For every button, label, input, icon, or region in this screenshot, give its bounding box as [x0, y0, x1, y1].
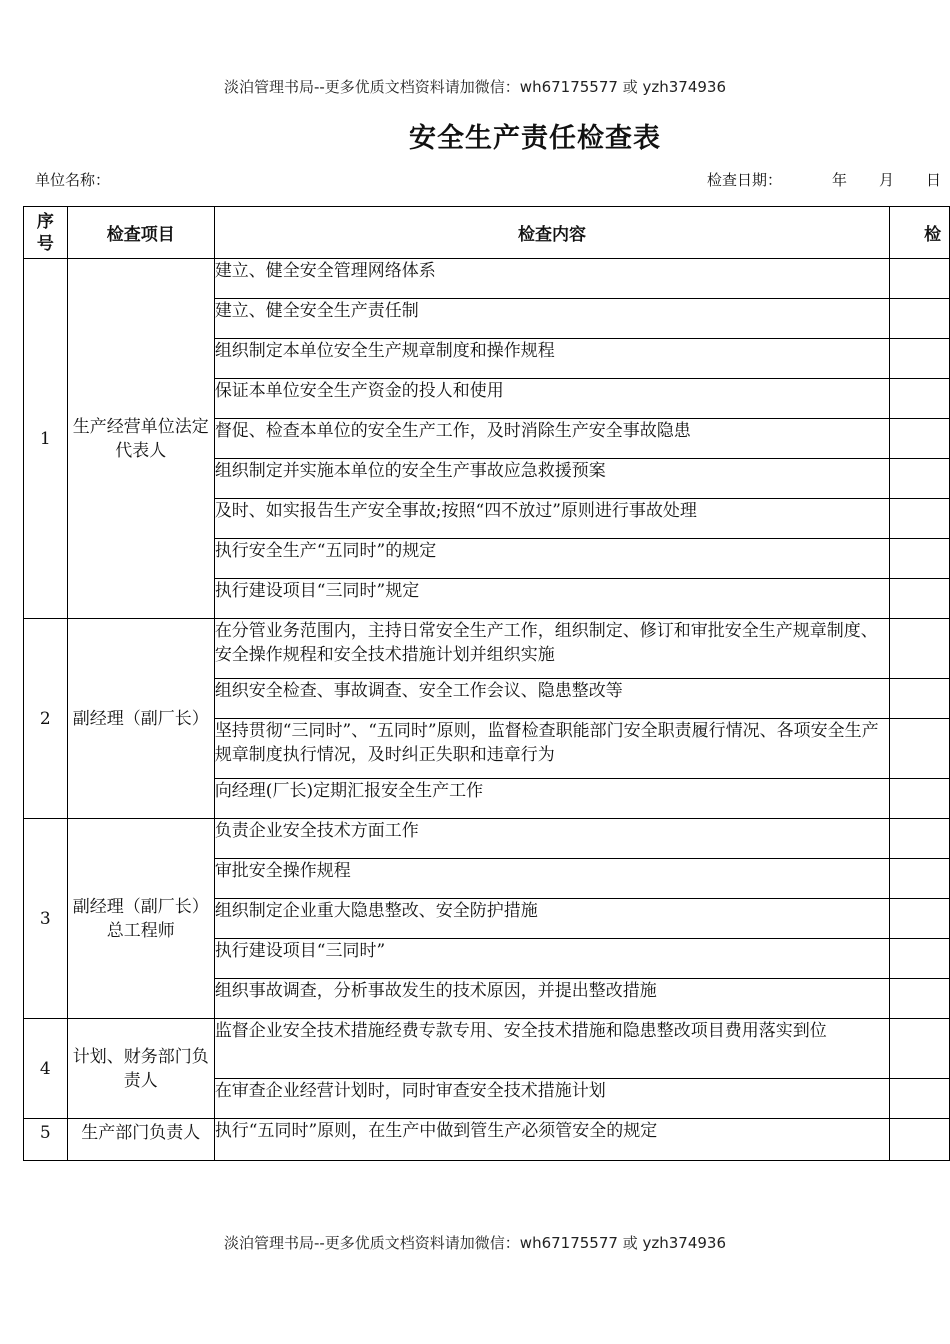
- header-result-text: 检: [924, 225, 942, 245]
- result-cell: [890, 1019, 950, 1079]
- result-cell: [890, 499, 950, 539]
- inspection-date: [707, 169, 941, 190]
- date-day: 日: [926, 171, 942, 189]
- header-result: [890, 207, 950, 259]
- group-1-row-4: 保证本单位安全生产资金的投人和使用: [214, 379, 889, 419]
- group-3-row-1: 负责企业安全技术方面工作: [214, 819, 889, 859]
- group-5-item-text: 生产部门负责人: [81, 1123, 201, 1143]
- group-1-row-1: 建立、健全安全管理网络体系: [214, 259, 889, 299]
- table-header-row: [24, 207, 950, 259]
- result-cell: [890, 539, 950, 579]
- group-1-row-6: 组织制定并实施本单位的安全生产事故应急救援预案: [214, 459, 889, 499]
- group-4-item: 计划、财务部门负责人: [67, 1019, 214, 1119]
- result-cell: [890, 339, 950, 379]
- result-cell: [890, 459, 950, 499]
- group-4-no: 4: [24, 1019, 68, 1119]
- group-4-row-1: 监督企业安全技术措施经费专款专用、安全技术措施和隐患整改项目费用落实到位: [214, 1019, 889, 1079]
- result-cell: [890, 1119, 950, 1161]
- table-row: [24, 259, 950, 299]
- group-1-row-2: 建立、健全安全生产责任制: [214, 299, 889, 339]
- group-3-row-2: 审批安全操作规程: [214, 859, 889, 899]
- group-5-no: 5: [24, 1119, 68, 1161]
- group-1-row-3: 组织制定本单位安全生产规章制度和操作规程: [214, 339, 889, 379]
- group-2-row-3: 坚持贯彻“三同时”、“五同时”原则，监督检查职能部门安全职责履行情况、各项安全生产规章制度执行情况，及时纠正失职和违章行为: [214, 719, 889, 779]
- table-row: [24, 1119, 950, 1161]
- result-cell: [890, 1079, 950, 1119]
- group-2-row-1: 在分管业务范围内，主持日常安全生产工作，组织制定、修订和审批安全生产规章制度、安全操作规程和安全技术措施计划并组织实施: [214, 619, 889, 679]
- header-no: [24, 207, 68, 259]
- result-cell: [890, 299, 950, 339]
- group-1-item: 生产经营单位法定代表人: [67, 259, 214, 619]
- header-no-text: 序号: [36, 211, 54, 254]
- group-2-row-2: 组织安全检查、事故调查、安全工作会议、隐患整改等: [214, 679, 889, 719]
- date-year: 年: [832, 171, 848, 189]
- result-cell: [890, 779, 950, 819]
- result-cell: [890, 619, 950, 679]
- group-4-row-2: 在审查企业经营计划时，同时审查安全技术措施计划: [214, 1079, 889, 1119]
- table-row: [24, 1019, 950, 1079]
- table-row: [24, 619, 950, 679]
- footer-note: 淡泊管理书局--更多优质文档资料请加微信：wh67175577 或 yzh374936: [223, 1234, 726, 1252]
- result-cell: [890, 579, 950, 619]
- unit-name-label: 单位名称：: [35, 171, 111, 189]
- group-3-item: 副经理（副厂长）总工程师: [67, 819, 214, 1019]
- group-2-row-4: 向经理(厂长)定期汇报安全生产工作: [214, 779, 889, 819]
- result-cell: [890, 859, 950, 899]
- result-cell: [890, 899, 950, 939]
- group-1-row-8: 执行安全生产“五同时”的规定: [214, 539, 889, 579]
- header-item: 检查项目: [67, 207, 214, 259]
- header-content: 检查内容: [214, 207, 889, 259]
- date-month: 月: [879, 171, 895, 189]
- result-cell: [890, 379, 950, 419]
- group-1-no: 1: [24, 259, 68, 619]
- group-3-row-3: 组织制定企业重大隐患整改、安全防护措施: [214, 899, 889, 939]
- group-3-no: 3: [24, 819, 68, 1019]
- table-row: [24, 819, 950, 859]
- result-cell: [890, 979, 950, 1019]
- group-5-item: [67, 1119, 214, 1161]
- group-2-no: 2: [24, 619, 68, 819]
- document-title: 安全生产责任检查表: [409, 123, 661, 154]
- group-1-row-5: 督促、检查本单位的安全生产工作，及时消除生产安全事故隐患: [214, 419, 889, 459]
- inspection-table: [23, 206, 950, 1161]
- header-note: 淡泊管理书局--更多优质文档资料请加微信：wh67175577 或 yzh374936: [223, 78, 726, 96]
- inspection-date-label: 检查日期：: [707, 171, 783, 189]
- group-3-row-4: 执行建设项目“三同时”: [214, 939, 889, 979]
- result-cell: [890, 679, 950, 719]
- group-5-row-1: 执行“五同时”原则，在生产中做到管生产必须管安全的规定: [214, 1119, 889, 1161]
- result-cell: [890, 819, 950, 859]
- result-cell: [890, 419, 950, 459]
- group-3-row-5: 组织事故调查，分析事故发生的技术原因，并提出整改措施: [214, 979, 889, 1019]
- group-1-row-7: 及时、如实报告生产安全事故;按照“四不放过”原则进行事故处理: [214, 499, 889, 539]
- result-cell: [890, 939, 950, 979]
- result-cell: [890, 719, 950, 779]
- group-1-row-9: 执行建设项目“三同时”规定: [214, 579, 889, 619]
- group-2-item: 副经理（副厂长）: [67, 619, 214, 819]
- result-cell: [890, 259, 950, 299]
